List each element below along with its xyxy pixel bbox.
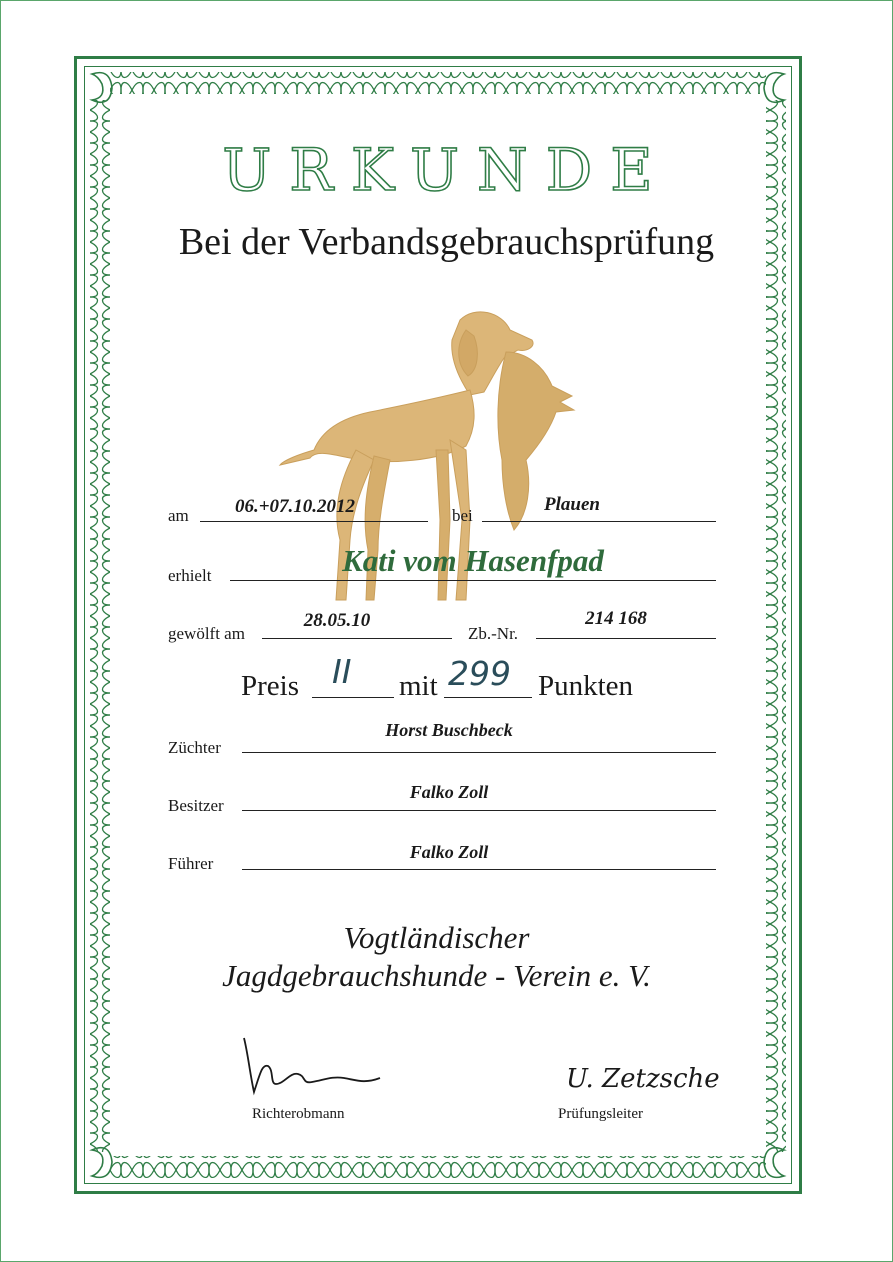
handler-value: Falko Zoll: [409, 842, 489, 862]
prize-label: Preis: [241, 670, 299, 702]
place-value: Plauen: [544, 494, 600, 515]
prize-line: [312, 697, 394, 698]
place-label: bei: [452, 506, 473, 525]
whelped-value: 28.05.10: [303, 610, 371, 631]
breeder-line: [242, 752, 716, 753]
handler-line: [242, 869, 716, 870]
certificate-subtitle: Bei der Verbandsgebrauchsprüfung: [178, 221, 715, 263]
zb-value: 214 168: [585, 608, 647, 629]
owner-value: Falko Zoll: [409, 782, 489, 802]
owner-label: Besitzer: [168, 796, 224, 815]
dog-name: Kati vom Hasenfpad: [342, 543, 604, 578]
whelped-line: [262, 638, 452, 639]
date-line: [200, 521, 428, 522]
received-label: erhielt: [168, 566, 212, 585]
date-label: am: [168, 506, 189, 525]
breeder-value: Horst Buschbeck: [385, 720, 513, 740]
club-name-line1: Vogtländischer: [343, 920, 530, 955]
owner-line: [242, 810, 716, 811]
points-label: Punkten: [538, 670, 634, 702]
place-line: [482, 521, 716, 522]
zb-label: Zb.-Nr.: [468, 624, 519, 643]
certificate-title: URKUNDE: [222, 136, 671, 204]
zb-line: [536, 638, 716, 639]
left-signature: [240, 1034, 390, 1104]
club-name-line2: Jagdgebrauchshunde - Verein e. V.: [222, 958, 651, 993]
whelped-label: gewölft am: [168, 624, 245, 643]
handler-label: Führer: [168, 854, 214, 873]
date-value: 06.+07.10.2012: [234, 496, 356, 517]
points-value: 299: [448, 654, 511, 693]
breeder-label: Züchter: [168, 738, 221, 757]
dog-name-line: [230, 580, 716, 581]
prize-value: II: [332, 652, 352, 691]
with-label: mit: [399, 670, 438, 702]
points-line: [444, 697, 532, 698]
right-signature: U. Zetzsche: [566, 1064, 720, 1094]
left-signature-label: Richterobmann: [252, 1106, 345, 1122]
right-signature-label: Prüfungsleiter: [558, 1106, 643, 1122]
